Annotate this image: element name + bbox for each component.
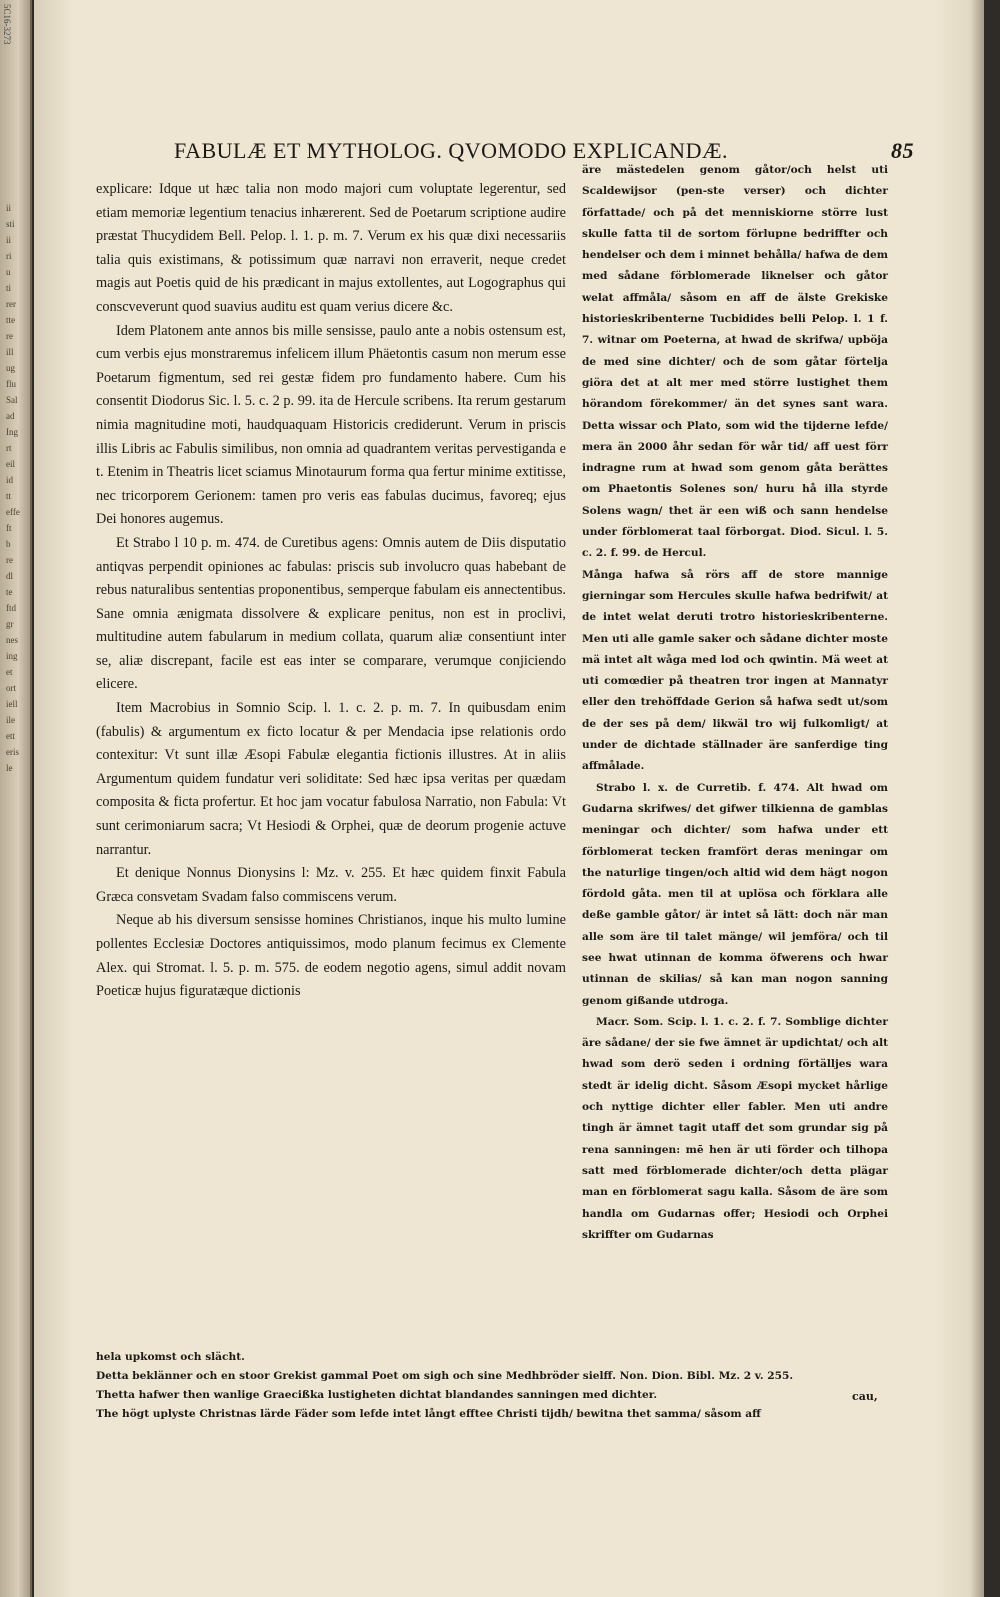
- bottom-note-line: Detta beklänner och en stoor Grekist gammal Poet om sigh och sine Medhbröder sielff. Non. Dion. Bibl. Mz. 2 v. 255.: [96, 1370, 794, 1382]
- previous-page-fragment: ii: [6, 235, 12, 245]
- previous-page-fragment: ri: [6, 251, 12, 261]
- previous-page-fragment: rt: [6, 443, 12, 453]
- previous-page-fragment: Ing: [6, 427, 18, 437]
- page-number: 85: [891, 138, 914, 163]
- previous-page-fragment: te: [6, 587, 13, 597]
- previous-page-fragment: ing: [6, 651, 18, 661]
- previous-page-fragment: ett: [6, 731, 15, 741]
- previous-page-fragment: effe: [6, 507, 20, 517]
- swedish-paragraph: Många hafwa så rörs aff de store mannige gierningar som Hercules skulle hafwa bedrifwit/ at de intet welat deruti trotro historieskribenterne. Men uti alle gamle saker och sådane dichter moste mä intet alt wåga med lod och qwintin. Mä weet at uti comœdier på theatren tror ingen at Mannatyr eller den trehöffdade Gerion så hafwa sedt ut/som de der ses på dem/ likwäl tro wij fulkomligt/ at under de dichtade ställnader äre sanferdige ting affmålade.: [582, 568, 888, 773]
- bottom-note-line: Thetta hafwer then wanlige Graecißka lustigheten dichtat blandandes sanningen med dichter.: [96, 1389, 658, 1401]
- latin-paragraph: Idem Platonem ante annos bis mille sensisse, paulo ante a nobis ostensum est, cum verbis ejus monstraremus infelicem illum Phäetontis casum non merum esse Poetarum figmentum, sed rei gestæ fidem pro fundamento habere. Cum his consentit Diodorus Sic. l. 5. c. 2 p. 99. ita de Hercule scribens. Ita rerum gestarum nimia magnitudine moti, haudquaquam Historicis crediderunt. Verum in priscis illis Libris ac Fabulis similibus, non omnia ad quadrantem veritas pervestiganda e t. Etenim in Theatris licet sciamus Minotaurum forma qua fertur minime extitisse, nec tricorporem Gerionem: tamen pro veris eas fabulas ducimus, favoreq; ejus Dei honores augemus.: [96, 322, 566, 528]
- previous-page-fragment: ft: [6, 523, 12, 533]
- previous-page-fragment: ile: [6, 715, 15, 725]
- previous-page-fragment: ad: [6, 411, 15, 421]
- previous-page-fragment: b: [6, 539, 11, 549]
- previous-page-fragment: flu: [6, 379, 16, 389]
- previous-page-fragment: le: [6, 763, 13, 773]
- previous-page-fragment: ill: [6, 347, 14, 357]
- latin-paragraph: Et denique Nonnus Dionysins l: Mz. v. 255. Et hæc quidem finxit Fabula Græca consvetam Svadam falso commiscens verum.: [96, 865, 566, 905]
- previous-page-fragment: ort: [6, 683, 16, 693]
- previous-page-fragment: ftd: [6, 603, 16, 613]
- book-page: [34, 0, 984, 1597]
- previous-page-fragment: nes: [6, 635, 18, 645]
- previous-page-fragment: re: [6, 555, 13, 565]
- catchword: cau,: [852, 1390, 878, 1403]
- latin-paragraph: Neque ab his diversum sensisse homines Christianos, inque his multo lumine pollentes Ecclesiæ Doctores antiquissimos, modo planum fecimus ex Clemente Alex. qui Stromat. l. 5. p. m. 575. de eodem negotio agens, simul addit novam Poeticæ hujus figuratæque dictionis: [96, 912, 566, 1000]
- latin-paragraph: Item Macrobius in Somnio Scip. l. 1. c. 2. p. m. 7. In quibusdam enim (fabulis) & argumentum ex ficto locatur & per Mendacia ipse relationis ordo contexitur: Vt sunt illæ Æsopi Fabulæ elegantia fictionis illustres. At in aliis Argumentum quidem fundatur veri soliditate: Sed hæc ipsa veritas per quædam composita & ficta profertur. Et hoc jam vocatur fabulosa Narratio, non Fabula: Vt sunt cerimoniarum sacra; Vt Hesiodi & Orphei, quæ de deorum progenie actuve narrantur.: [96, 700, 566, 858]
- previous-page-fragment: sti: [6, 219, 15, 229]
- previous-page-fragment: u: [6, 267, 11, 277]
- bottom-note-line: hela upkomst och slächt.: [96, 1351, 245, 1363]
- latin-paragraph: Et Strabo l 10 p. m. 474. de Curetibus agens: Omnis autem de Diis disputatio antiqvas perpendit opiniones ac fabulas: priscis sub involucro quas habebant de rebus naturalibus sententias proponentibus, semperque fabulam eis annectentibus. Sane omnia ænigmata dissolvere & explicare penitus, non est in proclivi, multitudine autem fabularum in medium collata, quarum aliæ consentiunt inter se, aliæ discrepant, facile est eas inter se comparare, verumque conjiciendo elicere.: [96, 534, 566, 693]
- swedish-column: [582, 160, 888, 1246]
- swedish-paragraph: Strabo l. x. de Curretib. f. 474. Alt hwad om Gudarna skrifwes/ det gifwer tilkienna de gamblas meningar och dichter/ som hafwa under ett förblomerat tecken framfört deras meningar om the naturlige tingen/och altid wid dem hägt nogon fördold gåta. men til at uplösa och förklara alle deße gamble gåtor/ är intet så lätt: doch när man alle som äre til talet mänge/ wil jemföra/ och til see hwat utinnan de komma öfwerens och hwar utinnan de skilias/ så kan man nogon sanning genom gißande utdroga.: [582, 781, 888, 1007]
- swedish-paragraph: äre mästedelen genom gåtor/och helst uti Scaldewijsor (pen-ste verser) och dichter författade/ och på det menniskiorne större lust skulle fatta til de sortom förlupne bedriffter och hendelser och dem i minnet behålla/ hafwa de dem med sådane förblomerade liknelser och gåtor welat affmåla/ såsom en aff de älste Grekiske historieskribenterne Tucbidides belli Pelop. l. 1 f. 7. witnar om Poeterna, at hwad de skrifwa/ upböja de med sine dichter/ och de som gåtar förtelja giöra det at alt mer med större lustighet them hörandom förekommer/ än det synes sant wara. Detta wissar och Plato, som wid the tijderne lefde/ mera än 2000 åhr sedan för wår tid/ aff uest förr indragne rum at hwad som genom gåta berättes om Phaetontis Solenes son/ huru hå illa styrde Solens wagn/ thet är een wiß och sann hendelse under förblomerat taal förborgat. Diod. Sicul. l. 5. c. 2. f. 99. de Hercul.: [582, 164, 888, 560]
- previous-page-fragment: ug: [6, 363, 15, 373]
- previous-page-fragments: [6, 200, 24, 776]
- previous-page-fragment: rer: [6, 299, 16, 309]
- previous-page-fragment: gr: [6, 619, 14, 629]
- page-gutter-shadow: [970, 0, 984, 1597]
- swedish-paragraph: Macr. Som. Scip. l. 1. c. 2. f. 7. Somblige dichter äre sådane/ der sie fwe ämnet är updichtat/ och alt hwad som derö seden i ordning förtälljes wara stedt är idelig dicht. Såsom Æsopi mycket hårlige och nyttige dichter eller fabler. Men uti andre tingh är ämnet tagit utaff det som grundar sig på rena sanningen: mē hen är uti förder och tilhopa satt med förblomerade dichter/och detta plägar man en förblomerat sagu kalla. Såsom de äre som handla om Gudarnas offer; Hesiodi och Orphei skriffter om Gudarnas: [582, 1015, 888, 1241]
- running-head-title: FABULÆ ET MYTHOLOG. QVOMODO EXPLICANDÆ.: [174, 138, 729, 163]
- previous-page-edge: [0, 0, 32, 1597]
- previous-page-fragment: tte: [6, 315, 15, 325]
- previous-page-fragment: Sal: [6, 395, 18, 405]
- previous-page-fragment: re: [6, 331, 13, 341]
- previous-page-fragment: id: [6, 475, 14, 485]
- bottom-notes: [96, 1348, 896, 1424]
- previous-page-fragment: ii: [6, 203, 12, 213]
- previous-page-fragment: eris: [6, 747, 19, 757]
- previous-page-fragment: iell: [6, 699, 18, 709]
- latin-column: [96, 178, 566, 1004]
- shelfmark: 5C16-3273: [2, 4, 12, 45]
- previous-page-fragment: ti: [6, 283, 12, 293]
- previous-page-fragment: dl: [6, 571, 14, 581]
- latin-paragraph: explicare: Idque ut hæc talia non modo majori cum voluptate legerentur, sed etiam memoriæ legentium tenacius inhærerent. Sed de Poetarum scriptione audire præstat Thucydidem Bell. Pelop. l. 1. p. m. 7. Verum ex his quæ dixi necessariis talia quis existimans, & potissimum quæ narravi non erraverit, neque credet magis aut Poetis quid de his prædicant in majus extollentes, aut Logographus qui conscveverunt quod suavius auditu est quam verius dicere &c.: [96, 181, 566, 315]
- previous-page-fragment: eil: [6, 459, 15, 469]
- previous-page-fragment: et: [6, 667, 13, 677]
- previous-page-fragment: tt: [6, 491, 12, 501]
- bottom-note-line: The högt uplyste Christnas lärde Fäder som lefde intet långt efftee Christi tijdh/ bewitna thet samma/ såsom aff: [96, 1408, 761, 1420]
